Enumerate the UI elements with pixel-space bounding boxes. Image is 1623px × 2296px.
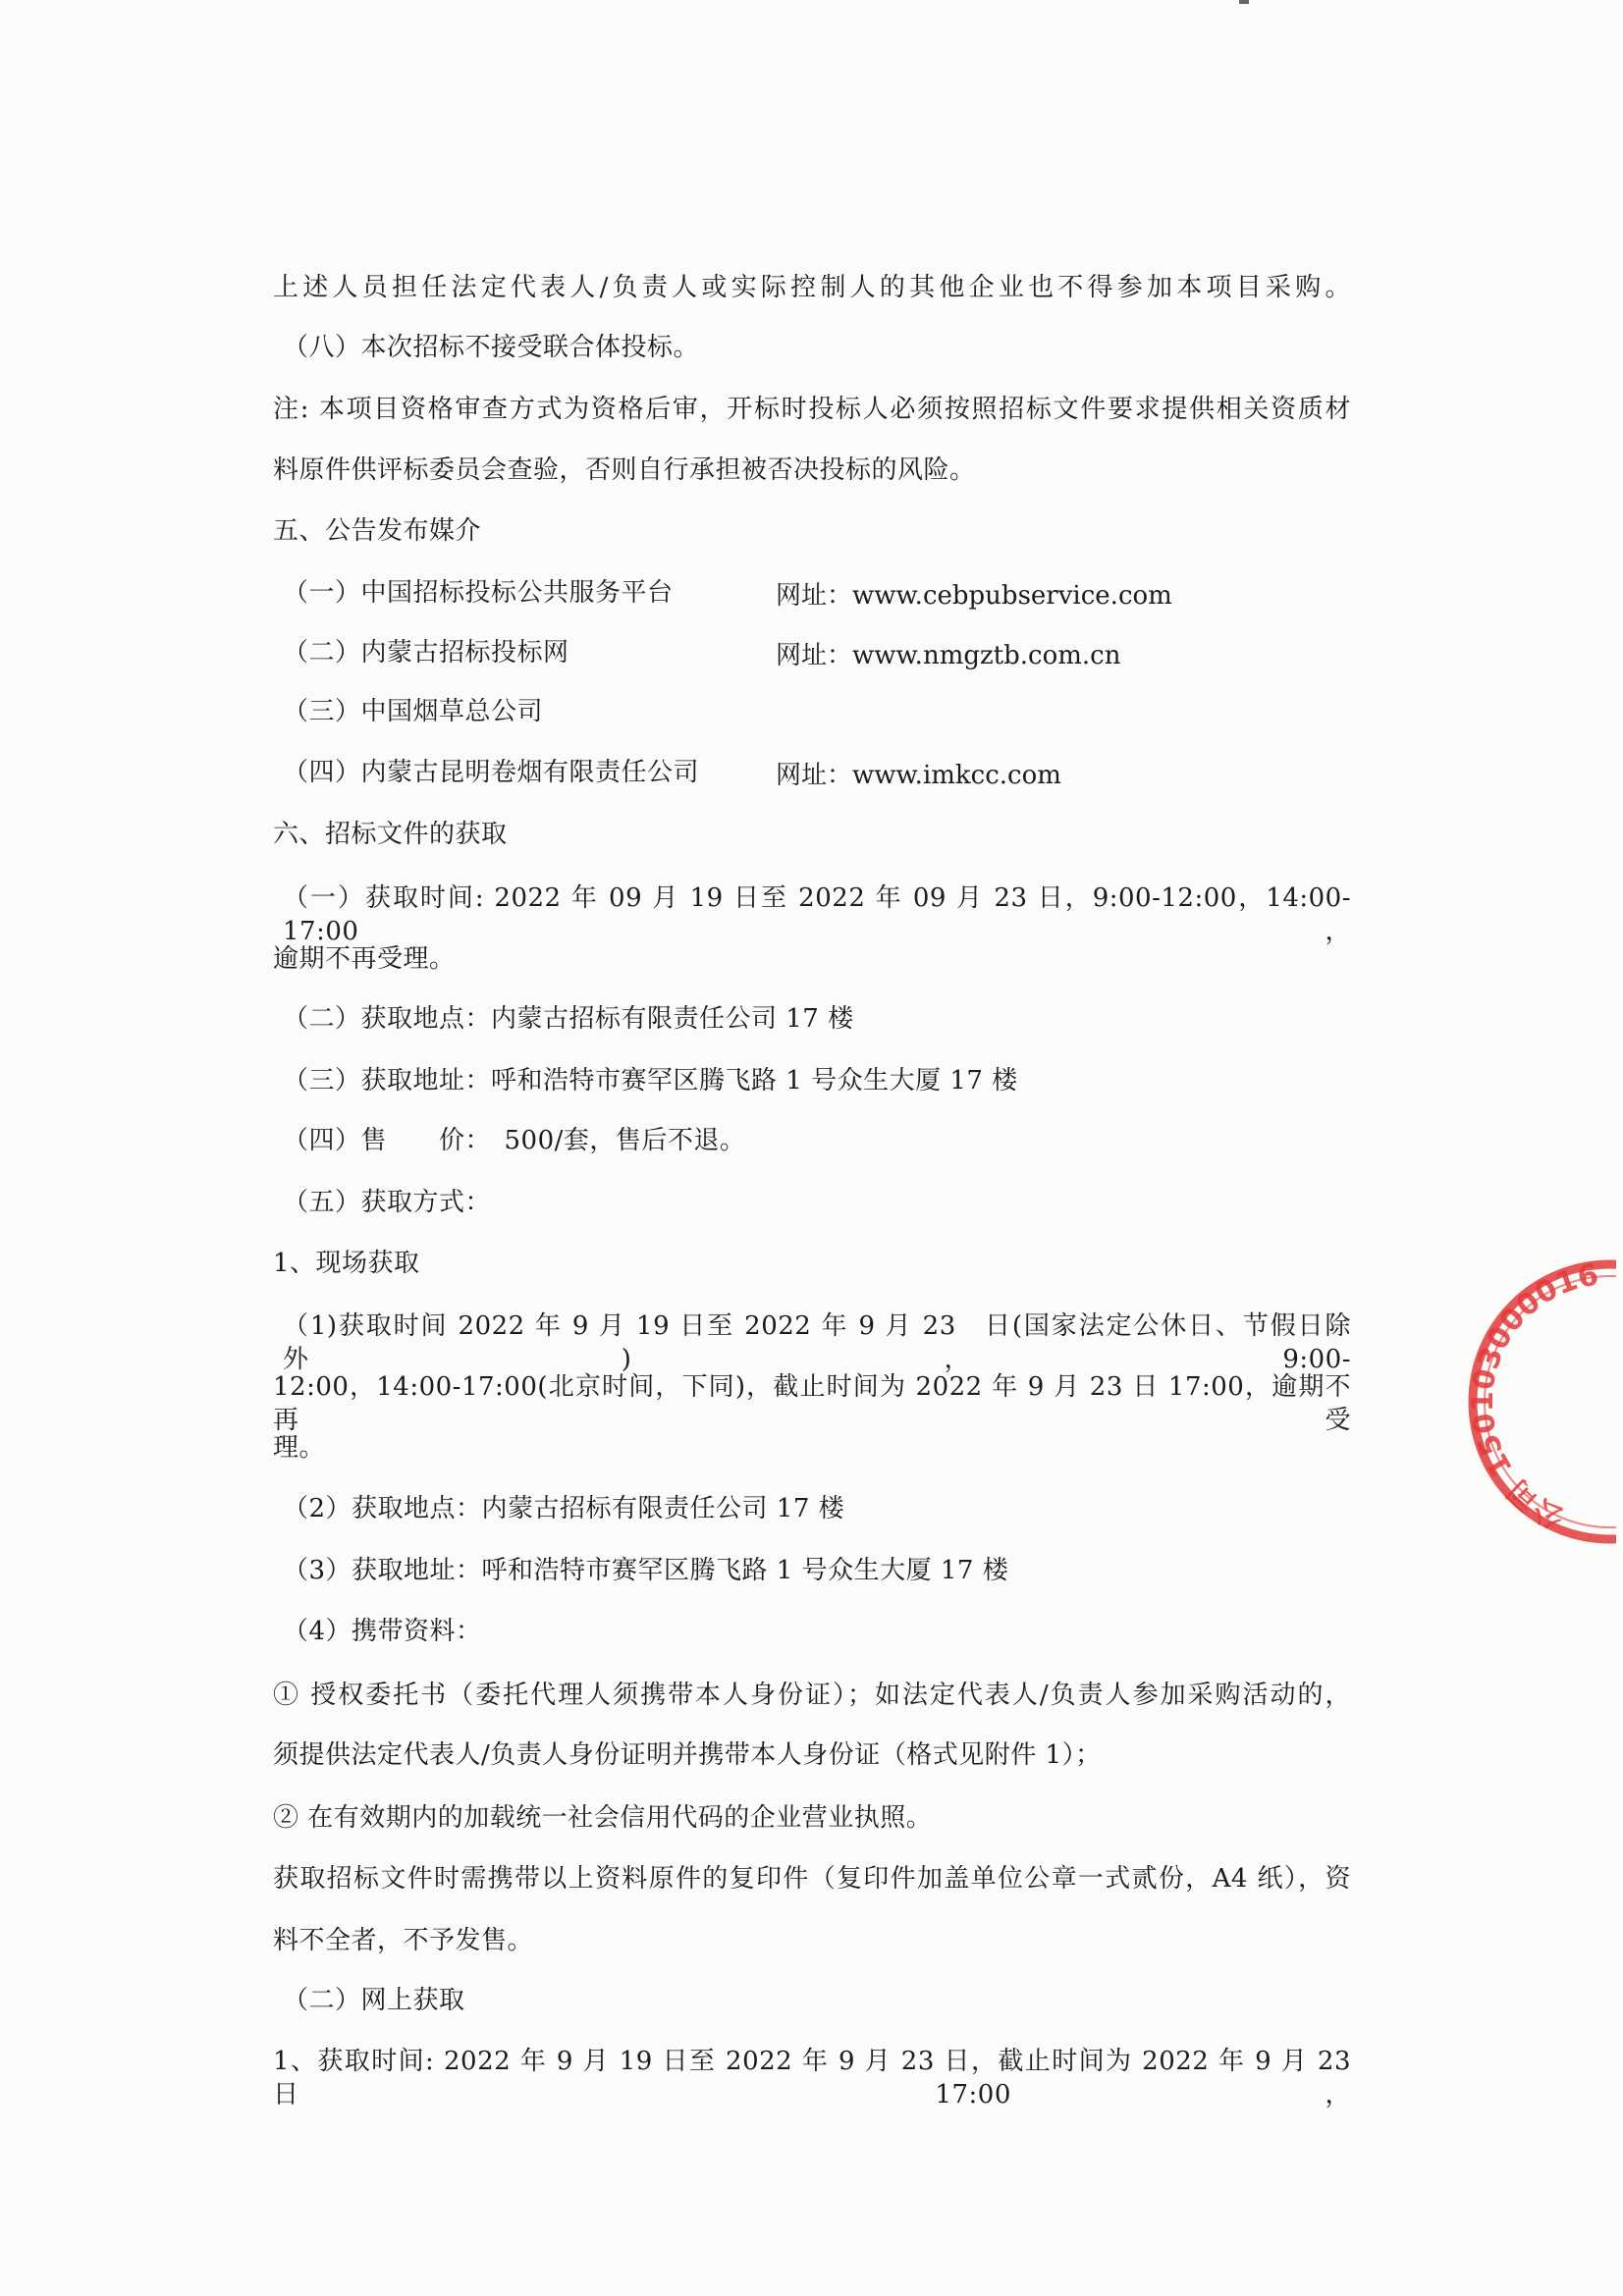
media-item-1: （一）中国招标投标公共服务平台	[283, 578, 674, 608]
media-url-2: 网址：www.nmgztb.com.cn	[776, 641, 1121, 670]
svg-text:公司 150103000016	[1466, 1257, 1601, 1535]
seal-text: 公司 150103000016	[1465, 1257, 1601, 1536]
media-item-3: （三）中国烟草总公司	[283, 697, 544, 726]
text-line-25: 须提供法定代表人/负责人身份证明并携带本人身份证（格式见附件 1）；	[273, 1740, 1102, 1770]
text-line-12: 逾期不再受理。	[273, 944, 456, 974]
text-line-3: 注: 本项目资格审查方式为资格后审，开标时投标人必须按照招标文件要求提供相关资质材	[273, 395, 1351, 424]
company-seal	[1443, 1255, 1616, 1549]
section-heading-media: 五、公告发布媒介	[273, 516, 482, 546]
text-line-13: （二）获取地点：内蒙古招标有限责任公司 17 楼	[283, 1004, 854, 1034]
text-line-21: （2）获取地点：内蒙古招标有限责任公司 17 楼	[283, 1494, 845, 1523]
text-line-16: （五）获取方式：	[283, 1188, 492, 1217]
section-heading-acquire: 六、招标文件的获取	[273, 820, 508, 849]
text-line-29: （二）网上获取	[283, 1986, 465, 2015]
text-line-27: 获取招标文件时需携带以上资料原件的复印件（复印件加盖单位公章一式贰份，A4 纸），资	[273, 1864, 1351, 1894]
text-line-23: （4）携带资料：	[283, 1617, 482, 1646]
text-line-28: 料不全者，不予发售。	[273, 1926, 534, 1955]
text-line-24: ① 授权委托书（委托代理人须携带本人身份证）；如法定代表人/负责人参加采购活动的，	[273, 1681, 1351, 1710]
scan-mark	[1239, 0, 1249, 4]
text-line-17: 1、现场获取	[273, 1249, 420, 1278]
text-line-18: （1)获取时间 2022 年 9 月 19 日至 2022 年 9 月 23 日(国家法定公休日、节假日除外)，9:00-	[283, 1311, 1351, 1374]
media-item-4: （四）内蒙古昆明卷烟有限责任公司	[283, 758, 700, 787]
text-line-11: （一）获取时间: 2022 年 09 月 19 日至 2022 年 09 月 23 日，9:00-12:00，14:00-17:00，	[283, 883, 1351, 946]
text-line-1: 上述人员担任法定代表人/负责人或实际控制人的其他企业也不得参加本项目采购。	[273, 273, 1351, 302]
media-url-4: 网址：www.imkcc.com	[776, 761, 1061, 790]
text-line-4: 料原件供评标委员会查验，否则自行承担被否决投标的风险。	[273, 455, 976, 485]
text-line-19: 12:00，14:00-17:00(北京时间，下同)，截止时间为 2022 年 9 月 23 日 17:00，逾期不再受	[273, 1372, 1351, 1435]
media-item-2: （二）内蒙古招标投标网	[283, 638, 569, 667]
text-line-30: 1、获取时间: 2022 年 9 月 19 日至 2022 年 9 月 23 日，截止时间为 2022 年 9 月 23 日 17:00，	[273, 2047, 1351, 2109]
text-line-2: （八）本次招标不接受联合体投标。	[283, 333, 700, 362]
media-url-1: 网址：www.cebpubservice.com	[776, 581, 1172, 611]
text-line-20: 理。	[273, 1433, 326, 1463]
text-line-22: （3）获取地址：呼和浩特市赛罕区腾飞路 1 号众生大厦 17 楼	[283, 1556, 1009, 1585]
text-line-15: （四）售 价： 500/套，售后不退。	[283, 1126, 746, 1155]
text-line-14: （三）获取地址：呼和浩特市赛罕区腾飞路 1 号众生大厦 17 楼	[283, 1066, 1018, 1095]
seal-stamp-icon	[1443, 1255, 1616, 1549]
text-line-26: ② 在有效期内的加载统一社会信用代码的企业营业执照。	[273, 1803, 933, 1833]
